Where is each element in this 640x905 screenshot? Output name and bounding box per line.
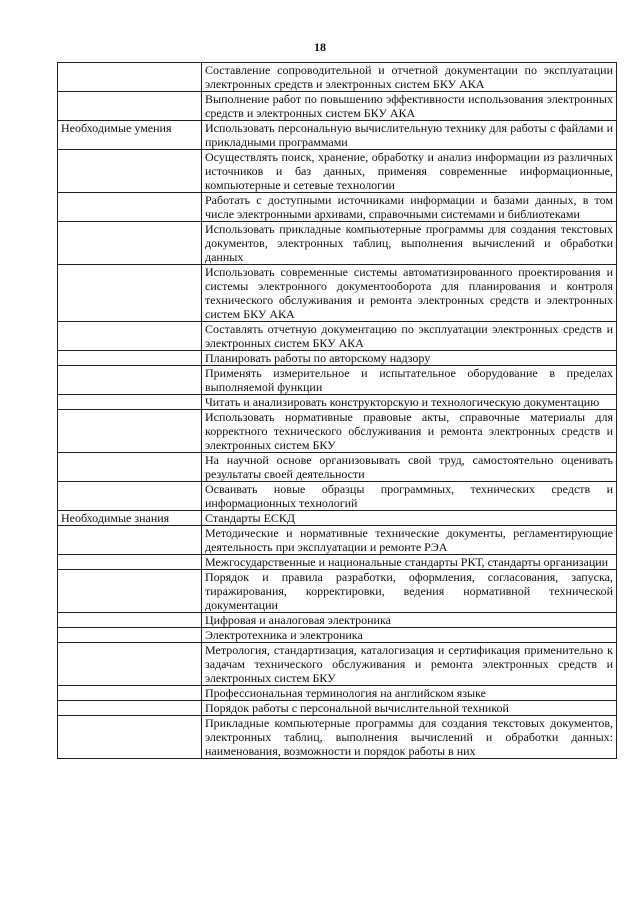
row-text: Составлять отчетную документацию по эксплуатации электронных средств и электронных систем БКУ АКА (202, 322, 617, 351)
table-row (58, 555, 617, 570)
table-row (58, 511, 617, 526)
row-label (58, 716, 202, 759)
row-label (58, 222, 202, 265)
row-label-knowledge: Необходимые знания (58, 511, 202, 526)
table-row (58, 482, 617, 511)
row-label (58, 366, 202, 395)
table-row (58, 322, 617, 351)
row-label (58, 193, 202, 222)
row-text: Цифровая и аналоговая электроника (202, 613, 617, 628)
row-label (58, 150, 202, 193)
row-label (58, 628, 202, 643)
row-text: Стандарты ЕСКД (202, 511, 617, 526)
table-row (58, 643, 617, 686)
row-text: Выполнение работ по повышению эффективности использования электронных средств и электронных систем БКУ АКА (202, 92, 617, 121)
table-row (58, 351, 617, 366)
table-row (58, 121, 617, 150)
table-row (58, 366, 617, 395)
row-label (58, 526, 202, 555)
row-label (58, 265, 202, 322)
table-row (58, 150, 617, 193)
row-label (58, 686, 202, 701)
row-text: Использовать прикладные компьютерные программы для создания текстовых документов, электронных таблиц, выполнения вычислений и обработки данных (202, 222, 617, 265)
table-row (58, 395, 617, 410)
row-text: Порядок и правила разработки, оформления, согласования, запуска, тиражирования, корректировки, ведения нормативной технической документации (202, 570, 617, 613)
row-label (58, 570, 202, 613)
row-label (58, 453, 202, 482)
table-row (58, 222, 617, 265)
row-label (58, 701, 202, 716)
row-text: Электротехника и электроника (202, 628, 617, 643)
row-text: Использовать современные системы автоматизированного проектирования и системы электронного документооборота для планирования и контроля технического обслуживания и ремонта электронных средств и электронных систем БКУ АКА (202, 265, 617, 322)
row-text: Работать с доступными источниками информации и базами данных, в том числе электронными архивами, справочными системами и библиотеками (202, 193, 617, 222)
table-row (58, 701, 617, 716)
table-row (58, 628, 617, 643)
row-label (58, 613, 202, 628)
table-row (58, 265, 617, 322)
row-text: Методические и нормативные технические документы, регламентирующие деятельность при эксплуатации и ремонте РЭА (202, 526, 617, 555)
row-text: Порядок работы с персональной вычислительной техникой (202, 701, 617, 716)
page-number: 18 (314, 40, 326, 54)
row-label (58, 482, 202, 511)
table-row (58, 613, 617, 628)
row-text: Профессиональная терминология на английском языке (202, 686, 617, 701)
row-text: Составление сопроводительной и отчетной документации по эксплуатации электронных средств и электронных систем БКУ АКА (202, 63, 617, 92)
table-row (58, 686, 617, 701)
table-row (58, 410, 617, 453)
row-text: Метрология, стандартизация, каталогизация и сертификация применительно к задачам технического обслуживания и ремонта электронных средств и электронных систем БКУ (202, 643, 617, 686)
row-text: Использовать нормативные правовые акты, справочные материалы для корректного технического обслуживания и ремонта электронных средств и электронных систем БКУ (202, 410, 617, 453)
table-row (58, 63, 617, 92)
table-row (58, 193, 617, 222)
table-row (58, 716, 617, 759)
row-label (58, 351, 202, 366)
row-text: На научной основе организовывать свой труд, самостоятельно оценивать результаты своей деятельности (202, 453, 617, 482)
row-label (58, 63, 202, 92)
row-text: Прикладные компьютерные программы для создания текстовых документов, электронных таблиц, выполнения вычислений и обработки данных: наименования, возможности и порядок работы в них (202, 716, 617, 759)
table-row (58, 570, 617, 613)
row-text: Межгосударственные и национальные стандарты РКТ, стандарты организации (202, 555, 617, 570)
row-label (58, 395, 202, 410)
row-text: Осуществлять поиск, хранение, обработку и анализ информации из различных источников и баз данных, применяя современные информационные, компьютерные и сетевые технологии (202, 150, 617, 193)
row-text: Осваивать новые образцы программных, технических средств и информационных технологий (202, 482, 617, 511)
table-row (58, 92, 617, 121)
table-row (58, 526, 617, 555)
competency-table (57, 62, 617, 759)
row-label (58, 92, 202, 121)
row-label (58, 322, 202, 351)
row-text: Планировать работы по авторскому надзору (202, 351, 617, 366)
row-label (58, 643, 202, 686)
row-label (58, 555, 202, 570)
row-label (58, 410, 202, 453)
row-text: Читать и анализировать конструкторскую и технологическую документацию (202, 395, 617, 410)
row-text: Использовать персональную вычислительную технику для работы с файлами и прикладными программами (202, 121, 617, 150)
row-label-skills: Необходимые умения (58, 121, 202, 150)
row-text: Применять измерительное и испытательное оборудование в пределах выполняемой функции (202, 366, 617, 395)
table-row (58, 453, 617, 482)
